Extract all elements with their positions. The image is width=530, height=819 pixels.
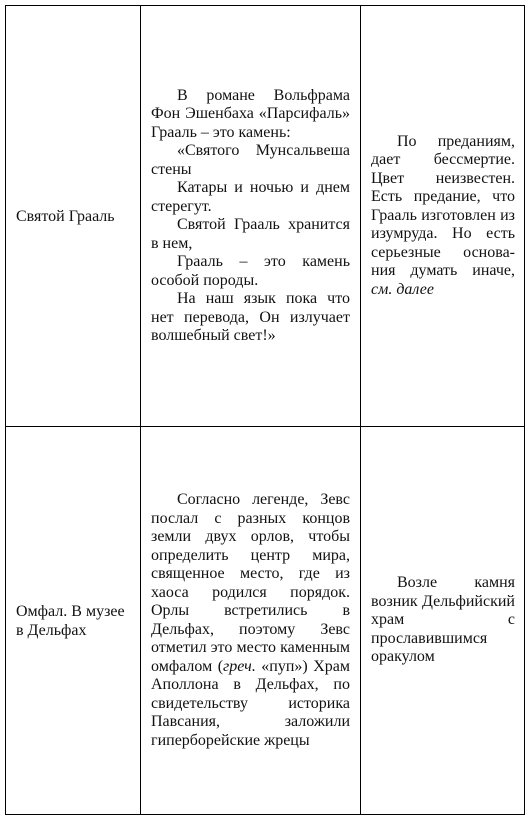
description-line: В романе Вольфрама Фон Эшенбаха «Парсифаль» Грааль – это камень: xyxy=(151,86,350,141)
description-line: Катары и ночью и днем стерегут. xyxy=(151,179,350,215)
description-line: «Святого Мунсальвеша стены xyxy=(151,142,350,178)
description-cell xyxy=(141,6,361,426)
note-text xyxy=(371,133,515,300)
item-name: Святой Грааль xyxy=(16,207,115,225)
note-reference: см. далее xyxy=(371,280,434,298)
description-before: Согласно легенде, Зевс послал с разных концов земли двух орлов, чтобы определить центр мира, священное место, где из хаоса родился порядок. Орлы встретились в Дельфах, поэтому Зевс отметил это место каменным омфалом ( xyxy=(151,491,350,675)
table-row-holy-grail xyxy=(6,6,524,427)
description-cell xyxy=(141,427,361,814)
description-line: Грааль – это камень особой породы. xyxy=(151,253,350,289)
description-text xyxy=(151,491,350,750)
description-emphasis: греч. xyxy=(223,657,256,675)
data-table xyxy=(5,5,525,815)
description-line: На наш язык пока что нет перевода, Он излучает волшебный свет!» xyxy=(151,290,350,344)
note-cell xyxy=(361,6,524,426)
item-name: Омфал. В музее в Дельфах xyxy=(16,602,125,639)
note-main: По преданиям, дает бессмертие. Цвет неизвестен. Есть предание, что Грааль изготовлен из изумруда. Но есть серьезные основания думать иначе, xyxy=(371,132,515,280)
name-cell xyxy=(6,427,141,814)
note-cell xyxy=(361,427,524,814)
description-after: «пуп») Храм Аполлона в Дельфах, по свидетельству историка Павсания, заложили гиперборейские жрецы xyxy=(151,657,351,749)
table-row-omphalos xyxy=(6,427,524,814)
note-text: Возле камня возник Дельфийский храм с прославившимся оракулом xyxy=(371,574,515,666)
description-line: Святой Грааль хранится в нем, xyxy=(151,216,350,252)
name-cell xyxy=(6,6,141,426)
